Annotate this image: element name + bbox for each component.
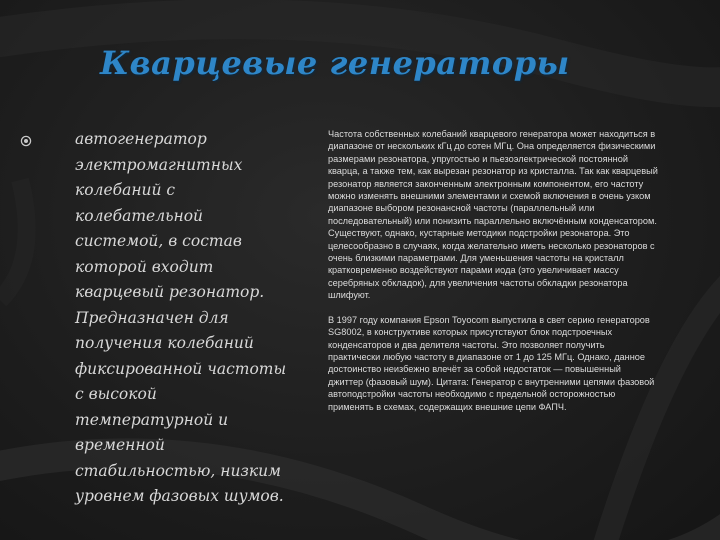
slide-title: Кварцевые генераторы <box>100 44 570 82</box>
bullet-text: автогенератор электромагнитных колебаний с колебательной системой, в состав которой входит кварцевый резонатор. Предназначен для получения колебаний фиксированной частоты с высокой температурной и временной стабильностью, низким уровнем фазовых шумов. <box>75 130 287 505</box>
description-paragraph-2: В 1997 году компания Epson Toyocom выпустила в свет серию генераторов SG8002, в конструктиве которых присутствуют блок подстроечных конденсаторов и два делителя частоты. Это позволяет получить практически любую частоту в диапазоне от 1 до 125 МГц. Однако, данное достоинство неизбежно влечёт за собой недостаток — повышенный джиттер (фазовый шум). Цитата: Генератор с внутренними цепями фазовой автоподстройки частоты необходимо с предельной осторожностью применять в схемах, содержащих внешние цепи ФАПЧ. <box>328 314 655 412</box>
description-column <box>328 128 658 425</box>
description-paragraph-1: Частота собственных колебаний кварцевого генератора может находиться в диапазоне от нескольких кГц до сотен МГц. Она определяется физическими размерами резонатора, упругостью и пьезоэлектрической постоянной кварца, а также тем, как вырезан резонатор из кристалла. Так как кварцевый резонатор является законченным электронным компонентом, его частоту можно изменять внешними элементами и схемой включения в очень узком диапазоне выбором резонансной частоты (параллельный или последовательный) или понизить параллельно включённым конденсатором. Существуют, однако, кустарные методики подстройки резонатора. Это целесообразно в случаях, когда желательно иметь несколько резонаторов с очень близкими параметрами. Для уменьшения частоты на кристалл кратковременно воздействуют парами иода (это увеличивает массу серебряных обкладок), для увеличения частоты обкладки резонатора шлифуют. <box>328 129 658 301</box>
ring-bullet-icon <box>20 135 32 147</box>
